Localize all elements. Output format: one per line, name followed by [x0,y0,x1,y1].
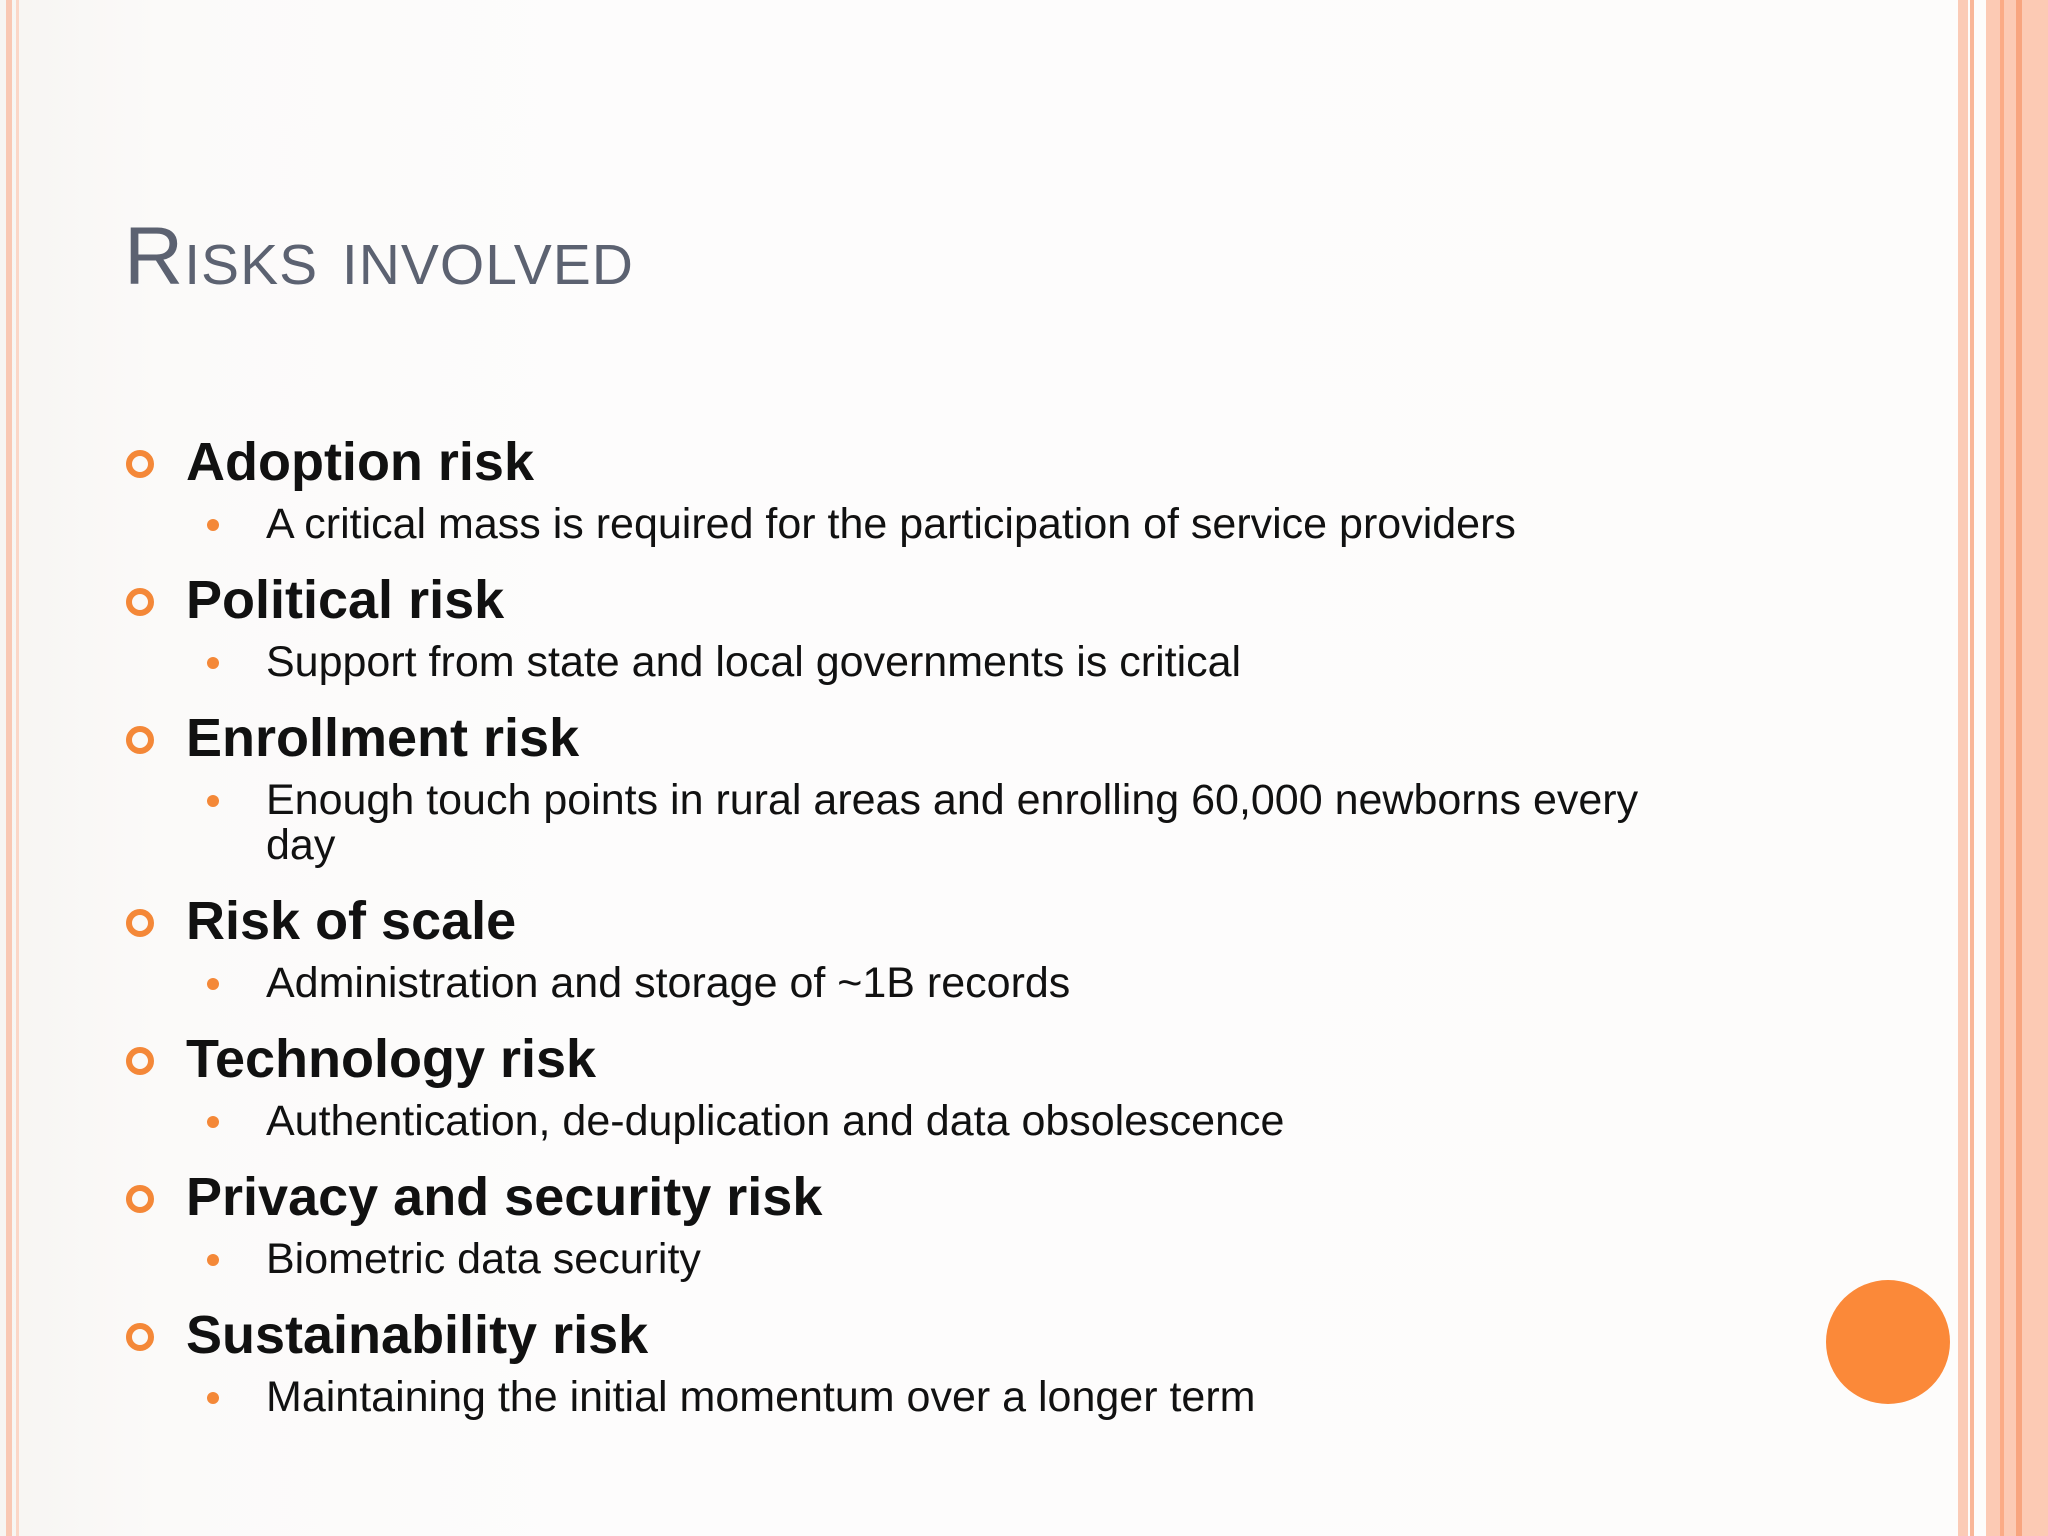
orange-circle-decoration [1826,1280,1950,1404]
risk-heading [124,422,1764,502]
risk-heading [124,881,1764,961]
risk-detail-text: Maintaining the initial momentum over a longer term [266,1373,1256,1421]
dot-bullet-icon [207,1116,219,1128]
right-border-stripe-accent [2000,0,2004,1536]
risk-detail-text: Authentication, de-duplication and data obsolescence [266,1097,1285,1145]
risk-item [124,881,1764,1019]
risk-heading-text: Privacy and security risk [186,1167,823,1227]
ring-bullet-icon [126,450,154,478]
risk-detail-text: Biometric data security [266,1235,701,1283]
dot-bullet-icon [207,795,219,807]
risk-detail [124,1099,1764,1157]
risk-heading-text: Technology risk [186,1029,597,1089]
left-border-stripe [6,0,12,1536]
ring-bullet-icon [126,909,154,937]
risk-item [124,1019,1764,1157]
risk-heading [124,1019,1764,1099]
risk-heading [124,1295,1764,1375]
ring-bullet-icon [126,1047,154,1075]
dot-bullet-icon [207,1254,219,1266]
risk-item [124,1157,1764,1295]
risk-heading [124,560,1764,640]
risk-detail [124,502,1764,560]
risk-heading-text: Risk of scale [186,891,517,951]
ring-bullet-icon [126,1323,154,1351]
risk-detail [124,640,1764,698]
risk-detail-text: Administration and storage of ~1B records [266,959,1071,1007]
risk-detail-text: Support from state and local governments is critical [266,638,1242,686]
risk-detail-text: A critical mass is required for the participation of service providers [266,500,1516,548]
risk-detail [124,961,1764,1019]
risk-item [124,698,1764,881]
right-border-stripe-thin [1970,0,1974,1536]
risk-detail [124,778,1706,881]
dot-bullet-icon [207,1392,219,1404]
risk-list [124,422,1764,1433]
slide-title: Risks involved [124,211,634,302]
risk-item [124,1295,1764,1433]
risk-heading [124,698,1764,778]
risk-heading-text: Sustainability risk [186,1305,649,1365]
risk-detail-text: Enough touch points in rural areas and enrolling 60,000 newborns every day [266,776,1639,869]
risk-detail [124,1375,1764,1433]
risk-heading-text: Adoption risk [186,432,534,492]
left-border-stripe-thin [16,0,19,1536]
risk-item [124,422,1764,560]
dot-bullet-icon [207,978,219,990]
risk-item [124,560,1764,698]
risk-heading-text: Political risk [186,570,505,630]
ring-bullet-icon [126,1185,154,1213]
dot-bullet-icon [207,657,219,669]
risk-heading [124,1157,1764,1237]
right-border-stripe [1958,0,1968,1536]
ring-bullet-icon [126,588,154,616]
right-border-stripe-accent-2 [2016,0,2022,1536]
ring-bullet-icon [126,726,154,754]
dot-bullet-icon [207,519,219,531]
risk-detail [124,1237,1764,1295]
risk-heading-text: Enrollment risk [186,708,580,768]
